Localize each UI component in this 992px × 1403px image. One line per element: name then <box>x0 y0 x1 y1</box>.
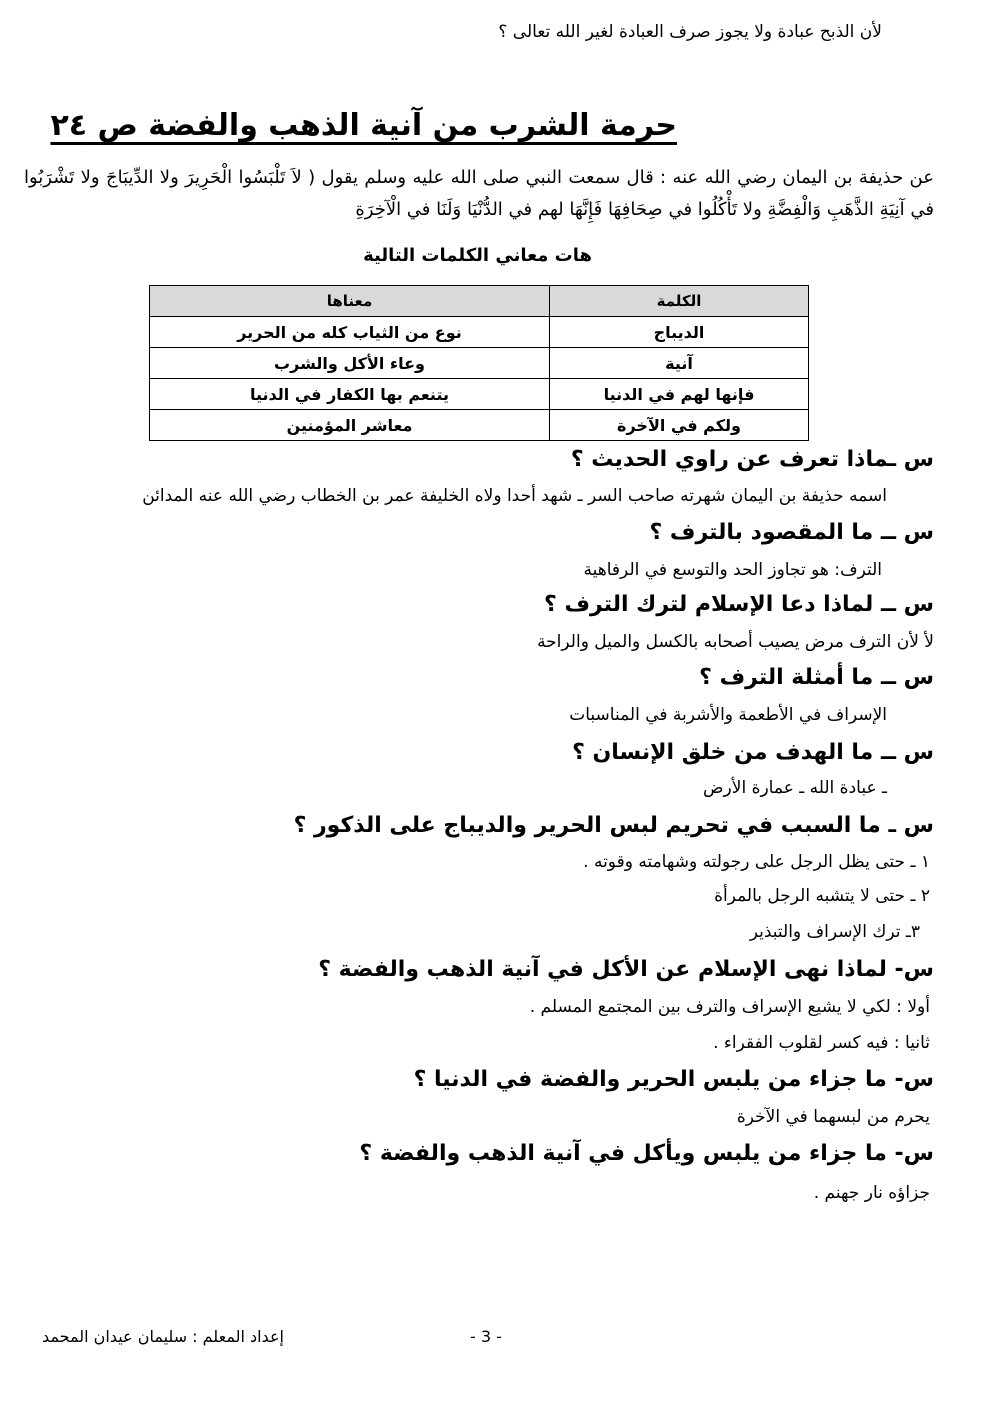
meaning-cell: معاشر المؤمنين <box>150 410 550 441</box>
answer-vessels-punishment: جزاؤه نار جهنم . <box>813 1183 930 1203</box>
table-row <box>150 410 809 441</box>
question-luxury-examples: س ــ ما أمثلة الترف ؟ <box>699 665 934 690</box>
answer-narrator: اسمه حذيفة بن اليمان شهرته صاحب السر ـ شهد أحدا ولاه الخليفة عمر بن الخطاب رضي الله عنه المدائن <box>142 486 887 506</box>
meaning-cell: وعاء الأكل والشرب <box>150 348 550 379</box>
prepared-by: إعداد المعلم : سليمان عيدان المحمد <box>42 1327 284 1346</box>
question-vessels-punishment: س- ما جزاء من يلبس ويأكل في آنية الذهب والفضة ؟ <box>359 1141 934 1166</box>
word-cell: ولكم في الآخرة <box>550 410 809 441</box>
lesson-title: حرمة الشرب من آنية الذهب والفضة ص ٢٤ <box>50 108 677 143</box>
word-cell: الديباج <box>550 317 809 348</box>
question-narrator: س ـماذا تعرف عن راوي الحديث ؟ <box>570 447 934 472</box>
column-header-meaning: معناها <box>150 286 550 317</box>
table-row <box>150 379 809 410</box>
answer-why-abandon-luxury: لأ لأن الترف مرض يصيب أصحابه بالكسل والميل والراحة <box>537 632 934 652</box>
word-cell: آنية <box>550 348 809 379</box>
answer-luxury-examples: الإسراف في الأطعمة والأشربة في المناسبات <box>569 705 887 725</box>
answer-silk-reason-2: ٢ ـ حتى لا يتشبه الرجل بالمرأة <box>714 886 930 906</box>
previous-answer-line: لأن الذبح عبادة ولا يجوز صرف العبادة لغير الله تعالى ؟ <box>498 22 882 42</box>
answer-silk-reason-1: ١ ـ حتى يظل الرجل على رجولته وشهامته وقوته . <box>583 852 930 872</box>
answer-luxury-meaning: الترف: هو تجاوز الحد والتوسع في الرفاهية <box>583 560 882 580</box>
meaning-cell: نوع من الثياب كله من الحرير <box>150 317 550 348</box>
question-silk-punishment: س- ما جزاء من يلبس الحرير والفضة في الدنيا ؟ <box>413 1067 934 1092</box>
meaning-cell: يتنعم بها الكفار في الدنيا <box>150 379 550 410</box>
hadith-text: عن حذيفة بن اليمان رضي الله عنه : قال سمعت النبي صلى الله عليه وسلم يقول ( لاَ تَلْبَسُوا الْحَرِيرَ ولا الدِّيبَاجَ ولا تَشْرَبُوا في آنِيَةِ الذَّهَبِ وَالْفِضَّةِ ولا تَأْكُلُوا في صِحَافِهَا فَإِنَّهَا لهم في الدُّنْيَا وَلَنَا في الْآخِرَةِ <box>24 167 934 220</box>
answer-silk-reason-3: ٣ـ ترك الإسراف والتبذير <box>749 922 920 942</box>
vocab-table <box>149 285 809 441</box>
table-row <box>150 348 809 379</box>
word-cell: فإنها لهم في الدنيا <box>550 379 809 410</box>
table-header-row <box>150 286 809 317</box>
vocab-heading: هات معاني الكلمات التالية <box>363 245 592 266</box>
column-header-word: الكلمة <box>550 286 809 317</box>
table-row <box>150 317 809 348</box>
page-number: - 3 - <box>470 1327 502 1346</box>
answer-gold-vessels-2: ثانيا : فيه كسر لقلوب الفقراء . <box>713 1033 930 1053</box>
answer-gold-vessels-1: أولا : لكي لا يشيع الإسراف والترف بين المجتمع المسلم . <box>529 997 930 1017</box>
question-purpose-of-creation: س ــ ما الهدف من خلق الإنسان ؟ <box>572 740 934 765</box>
question-gold-vessels: س- لماذا نهى الإسلام عن الأكل في آنية الذهب والفضة ؟ <box>318 957 934 982</box>
question-silk-prohibition: س ـ ما السبب في تحريم لبس الحرير والديباج على الذكور ؟ <box>293 813 934 838</box>
question-luxury-meaning: س ــ ما المقصود بالترف ؟ <box>649 520 934 545</box>
answer-silk-punishment: يحرم من لبسهما في الآخرة <box>736 1107 930 1127</box>
question-why-abandon-luxury: س ــ لماذا دعا الإسلام لترك الترف ؟ <box>544 592 934 617</box>
answer-purpose-of-creation: ـ عبادة الله ـ عمارة الأرض <box>702 778 887 798</box>
